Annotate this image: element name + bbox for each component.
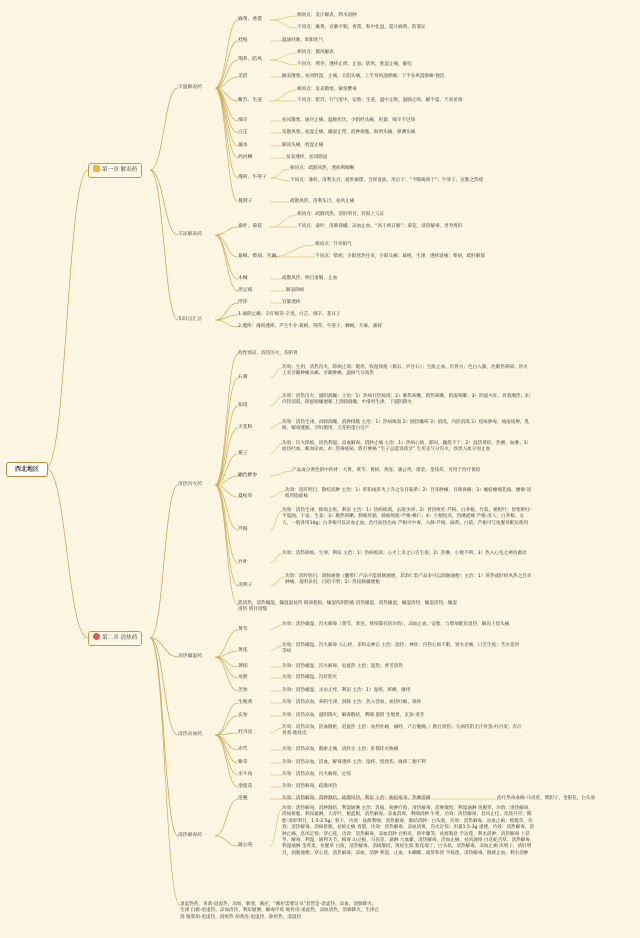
herb-sangye[interactable]: 桑叶、菊花	[238, 224, 262, 229]
section-xinwen[interactable]: 辛温解表药	[178, 85, 202, 90]
note-xiheliu: 发表透疹，祛风除湿	[286, 155, 328, 160]
connector-line	[270, 53, 297, 60]
chapter-2-label: 第二章 清热药	[102, 635, 138, 641]
herb-gaoben[interactable]: 藁本	[238, 143, 248, 148]
note-kushen: 功效：清热燥湿，杀虫止痒，利尿 主治：1）湿疹，疥癣，瘙痒	[282, 688, 411, 693]
herb-xixin[interactable]: 细辛	[238, 118, 248, 123]
note-tianhuafen: 功效：清热生津，清肺润燥，消肿排脓 主治：1）热病烦渴 2）肺热燥咳 3）消渴，内热消渴 2）疮疡肿毒，痈疽疮肿，乳痈，解毒透脓，孕妇慎用，天花粉蛋白引产	[282, 420, 530, 432]
note-mudanpi: 功效：清热凉血，活血散瘀，退虚热 主治：血热吐衄，痛经，产后腹痛，）跌打损伤；久病伤阴无汗骨蒸-牡丹皮；有汗骨蒸-地骨皮	[282, 725, 522, 737]
note-juemingzi: 功效：清肝明目，润肠通便（翻带仁产品不能润肠通便，其余仁类产品多可以润肠通便）主治：1）肝热或肝经风热之目赤肿痛、羞明多泪，目暗不明；2）热结肠燥便秘	[285, 574, 532, 586]
connector-line	[270, 397, 282, 406]
herb-huanglian[interactable]: 黄连	[238, 648, 248, 653]
note-shigao: 功效：生用，清热泻火，除烦止渴；煅用，收湿敛疮（捣石、炉甘石）；生肌止血，泻胃火；色白入肺，治肺热咳喘；胃火上炎牙龈肿痛头痛、牙龈肿痛，温病气分高热	[282, 365, 528, 377]
connector-line	[215, 41, 238, 88]
note-huanglian: 功效：清热燥湿，泻火解毒 入心经，来和安神志 主治：湿热；神昏；内热心烦不眠，胃火牙痛，口舌生疮；苦火犯胃等病	[282, 643, 520, 655]
herb-zhuye[interactable]: 竹叶	[238, 560, 248, 565]
herb-jingjie[interactable]: 荆芥、防风	[238, 57, 262, 62]
chapter-1-label: 第一章 解表药	[102, 167, 138, 173]
herb-bohe[interactable]: 薄荷、牛蒡子	[238, 175, 267, 180]
note-xuanshen: 功效：清热凉血，滋阴降火，解毒散结，利咽 滋阴 生地黄，玄参-麦冬	[282, 713, 425, 718]
herb-huangqin[interactable]: 黄芩	[238, 627, 248, 632]
note-lianqiao_r: 治疗热毒血痢-马齿苋、鸦胆子、金银花、白头翁	[497, 796, 596, 801]
note-chishao: 功效：清热凉血，散瘀止痛，清肝火 主治：肝郁化火胁痛	[282, 747, 399, 752]
connector-line	[270, 16, 297, 20]
connector-line	[215, 799, 238, 836]
section-xiehuo[interactable]: 清热泻火药	[178, 482, 202, 487]
note-zicao: 功效：清热凉血，活血，解毒透疹 主治：湿疹，烧烫伤，麻疹二便不利	[282, 760, 426, 765]
connector-line	[215, 485, 238, 586]
chapter-1-node[interactable]	[88, 163, 142, 178]
herb-dandouchi[interactable]: 淡豆豉	[238, 288, 253, 293]
connector-line	[270, 423, 282, 428]
note-xixin: 祛风散寒，通窍止痛，温肺化饮，少阴经头痛，用量：细辛不过钱	[282, 118, 416, 123]
herb-tianhuafen[interactable]: 天花粉	[238, 425, 253, 430]
connector-line	[150, 638, 178, 735]
herb-huangbai[interactable]: 黄柏	[238, 664, 248, 669]
note-muzei: 疏散风热，明目退翳，止血	[282, 276, 338, 281]
herb-luxin[interactable]: 芦根	[238, 527, 248, 532]
folder-icon	[93, 165, 100, 172]
note-gegen_b: 不同点：柴胡，少阳寒热往来，少阳头痛；葛根，生津，透疹退痛；柴胡，疏肝解郁	[315, 254, 485, 259]
heart-icon	[93, 633, 100, 640]
connector-line	[150, 638, 180, 905]
root-node[interactable]: 西北地区	[6, 462, 48, 477]
connector-line	[150, 638, 178, 836]
connector-line	[270, 511, 282, 530]
connector-line	[46, 468, 88, 638]
note-lianqiao: 功效：清热解毒，消肿散结，疏散风热，利尿 主治：痈疽疮毒，热淋涩痛	[282, 796, 431, 801]
note-summary_final: 退虚热药，青蒿-退虚热，凉血，解暑，截疟，“截疟需要证书”者皆是-退虚热。凉血，清肺降火；生津 白薇-退虚热，凉血清热，利尿通淋，解毒疗疮 地骨皮-退虚热，凉血清热，清肺降火，生津止渴 银柴胡-退虚热，清疳热 胡黄连-退虚热，除疳热，清湿热	[180, 902, 380, 920]
note-baizhi: 发散风寒，祛湿止痛，燥湿止带，消肿排脓，阳明头痛，鼻渊头痛	[282, 130, 416, 135]
note-pugongying: 功效：清热解毒，消肿散结，利湿通淋 主治：乳痈，痈肿疔疮，清热解毒，消肿散结，利湿通淋 鱼腥草，功效：清热解毒，消痈排脓，利尿通淋，大青叶，板蓝根，清热解毒，凉血消斑，利咽消肿 牛黄，功效：清热解毒，息风止痉，化痰开窍；熊胆-清肝明目，1.5-2.5g；射干，功效：祛痰利咽，清热解毒，散结消肿；白头翁，功效：清热解毒，凉血止痢；败酱草，功效：清热解毒，消痈排脓，祛瘀止痛 青黛，功效：清热解毒，凉血消斑，泻火定惊；用量1.5-3g 重楼，功效：清热解毒，消肿止痛，息风定惊；穿心莲，功效：清热解毒，凉血消肿 白鲜皮，鲁甲藤等，祛痰喘息 半边莲，利水消肿，清热解毒 土茯苓，解毒，利湿，通利关节，梅毒 山豆根，马齿苋，通淋 大血藤，清热解毒，活血止痛，祛风通络 白花蛇舌草，清热解毒，利湿通淋 金荞麦，鱼腥草 白蔹，清热解毒，消痈散结，敛疮生肌 紫花地丁，白头翁，清热解毒，凉血止痢 决明子，清肝明目，润肠通便；穿心莲，清热解毒，凉血，消肿 利湿，止血，木蝴蝶，疏肝和胃 半枝莲，清热解毒，散瘀止血，利水消肿	[282, 806, 535, 856]
note-guizhi: 温通经脉，助阳化气	[282, 38, 324, 43]
connector-line	[150, 170, 178, 320]
herb-longdan[interactable]: 龙胆	[238, 675, 248, 680]
chapter-2-node[interactable]	[88, 631, 142, 646]
connector-line	[270, 491, 285, 497]
note-gegen_a: 相同点：升举阳气	[315, 242, 352, 247]
connector-line	[215, 320, 238, 327]
connector-line	[150, 170, 178, 235]
herb-jinyinhua[interactable]: 金银花	[238, 784, 253, 789]
connector-line	[270, 169, 290, 178]
connector-line	[215, 88, 238, 178]
herb-gegen[interactable]: 葛根、柴胡、升麻	[238, 254, 277, 259]
connector-line	[215, 836, 238, 846]
connector-line	[215, 354, 238, 485]
connector-line	[215, 735, 238, 775]
note-mahuang_b: 不同点：麻黄，宣肺平喘，香薷，和中化湿，夏月麻黄，防暑证	[297, 25, 426, 30]
connector-line	[215, 735, 238, 763]
herb-juemingzi[interactable]: 决明子	[238, 583, 253, 588]
note-intro5: 能清热，清热燥湿，燥湿湿易伤 阴津耗损，燥湿伤阴阴液 清热燥湿，清热燥湿，燥湿清热，燥湿清热，燥湿清热 明目退翳	[238, 601, 457, 613]
note-zhizi: 功效：泻火除烦，清热利湿，凉血解毒，消肿止痛 主治：1）热病心烦，郁闷，躁扰不宁；2）湿热黄疸，热淋，血淋；3）血热吐血，衄血尿血；4）热毒疮疡，跌打肿痛 “生子总能退痰牙” 生用走气分泻火，炒黑入血分而止血	[282, 441, 532, 453]
note-huangbai: 功效：清热燥湿，泻火解毒，退虚热 主治：湿热；香苦清热	[282, 664, 403, 669]
note-zhimu: 功效：清热泻火，滋阴润燥；主治：1）热病壮热烦渴；2）肺热咳嗽，阴热咳嗽，阴虚咳嗽；3）阴虚火旺，骨蒸潮热；4）内热消渴，阴虚肠燥便秘 上清肺润燥，中滑胃生津，下滋阴降火	[282, 394, 531, 406]
note-lulu: 产品成分黄色的中药材：大黄、黄芩、黄柏、黄连、蒲公英、郁金、金钱草，可用于治疗黄疸	[292, 468, 481, 473]
herb-pugongying[interactable]: 蒲公英	[238, 843, 253, 848]
herb-shigao[interactable]: 石膏	[238, 375, 248, 380]
connector-line	[215, 485, 238, 605]
connector-line	[270, 178, 290, 181]
connector-line	[270, 728, 282, 733]
connector-line	[215, 630, 238, 657]
herb-shuiniujiao[interactable]: 水牛角	[238, 772, 253, 777]
connector-line	[215, 235, 238, 291]
note-huangqin: 功效：清热燥湿，泻火解毒（黄芩、黄连、黄柏都有的功效），凉血止血，安胎，与柴胡配伍退热，解决上焦头痛	[282, 622, 510, 627]
section-jiedu[interactable]: 清热解毒药	[178, 833, 202, 838]
note-zisu_a: 相同点：发表散寒，解鱼蟹毒	[297, 87, 357, 92]
herb-chishao[interactable]: 赤芍	[238, 747, 248, 752]
connector-line	[215, 703, 238, 735]
note-longdan: 功效：清热燥湿，泻肝胆火	[282, 675, 338, 680]
herb-lulu[interactable]: 鼬色醉参	[238, 473, 258, 478]
connector-line	[150, 485, 178, 638]
herb-baizhi[interactable]: 白芷	[238, 130, 248, 135]
herb-zisu[interactable]: 紫苏、生姜	[238, 98, 262, 103]
section-xinliang[interactable]: 辛凉解表药	[178, 232, 202, 237]
herb-qianghuo[interactable]: 羌活	[238, 74, 248, 79]
herb-mijiancao[interactable]: 夏枯草	[238, 494, 253, 499]
note-zhuye: 功效：清热除烦，生津，利尿 主治：1）热病烦渴；心火上炎之口舌生疮；2）热淋，小便不利；3）热入心包之神昏谵语	[282, 551, 527, 556]
section-liangxue[interactable]: 清热凉血药	[178, 732, 202, 737]
connector-line	[215, 235, 238, 279]
note-bohe_b: 不同点：薄荷，清利头目，疏肝解郁，含挥发油，用后下；“不嗜喝商于”；牛蒡子，宣肺之热痰	[290, 178, 484, 183]
connector-line	[270, 554, 282, 563]
connector-line	[270, 368, 282, 378]
connector-line	[270, 245, 315, 257]
herb-kushen[interactable]: 苦参	[238, 688, 248, 693]
note-jingjie_a: 相同点：微风解表	[297, 50, 334, 55]
connector-line	[270, 646, 282, 651]
connector-line	[270, 809, 282, 846]
note-summary_2: 2.透疹：薄荷透疹，芦生牛介-葛根、荆芥、牛蒡子、蝉蜕、升麻、薄荷	[238, 324, 382, 329]
note-dandouchi: 解表除烦	[286, 288, 305, 293]
connector-line	[270, 577, 285, 586]
herb-xiheliu[interactable]: 西河柳	[238, 155, 253, 160]
note-shuiniujiao: 功效：清热凉血，泻火解毒，定惊	[282, 772, 351, 777]
section-zaoshi[interactable]: 清热燥湿药	[178, 654, 202, 659]
note-sangye_a: 相同点：疏散风热，清肝明目，肝阳上亢证	[297, 212, 385, 217]
connector-line	[270, 215, 297, 227]
herb-xuanshen[interactable]: 玄参	[238, 713, 248, 718]
note-sangye_b: 不同点：桑叶，清肺润燥，凉血止血，“风干两日肺”；菊花，清热解毒，善寿胜肝	[297, 224, 463, 229]
herb-mahuang[interactable]: 麻黄、香薷	[238, 17, 262, 22]
herb-muzei[interactable]: 木贼	[238, 276, 248, 281]
note-jingjie_b: 不同点：荆芥，透疹止痒，止血；防风，胜湿止痛，解痉	[297, 62, 412, 67]
herb-zhizi[interactable]: 栀子	[238, 451, 248, 456]
connector-line	[215, 227, 238, 235]
note-jinyinhua: 功效：清热解毒，疏散风热	[282, 784, 338, 789]
section-summary[interactable]: 知识点汇总	[178, 317, 202, 322]
connector-line	[270, 625, 282, 630]
note-zisu_b: 不同点：紫苏，行气宽中，安胎；生姜，温中止呕，温肺止咳，解半夏、天南星毒	[297, 98, 463, 103]
note-luxin: 功效：清热生津，除烦止呕，利尿 主治：1）热病烦渴，去痰少津；2）胃热呕吐-芦根、白茅根、竹茹、枇杷叶；胃寒呕吐-半夏曲、干姜、生姜；3）肺热咳嗽、肺痈吐脓，肺痈咳脓-芦根-桃仁；4）小便短赤，热淋涩痛 芦根-清人；白茅根，女人，一般各用10g；白茅根可以凉血止血，治疗血热出血 芦根可中毒，入肺-芦根、麻黄、白前；芦根可与鱼腥草配伍使用	[282, 508, 532, 526]
note-gaoben: 解顶头痛，胜湿止痛	[282, 143, 324, 148]
note-mijiancao: 功效：清肝明目，散结消肿 主治：1）肝阳或肝火上升之头目眩晕；2）目赤肿痛，目珠夜痛；3）瘰疬瘿瘤乳痈，瘿瘤-清痰凹陷痰核	[285, 488, 532, 500]
herb-zhimu[interactable]: 知母	[238, 403, 248, 408]
note-summary_1: 1.通阴止痛：辛仔细芽-辛夷、白芷、细辛、苍耳子	[238, 312, 341, 317]
connector-line	[215, 88, 238, 146]
note-qianghuo: 解表散寒，祛风胜湿，止痛，太阳头痛，上半身风湿痹痛；下半身风湿痹痛-独活	[282, 74, 445, 79]
connector-line	[270, 20, 297, 28]
herb-manjingzi[interactable]: 蔓荆子	[238, 199, 253, 204]
connector-line	[270, 444, 282, 454]
herb-lianqiao[interactable]: 连翘	[238, 796, 248, 801]
herb-guizhi[interactable]: 桂枝	[238, 38, 248, 43]
herb-shengdi[interactable]: 生地黄	[238, 700, 253, 705]
connector-line	[270, 60, 297, 65]
connector-line	[46, 170, 88, 468]
connector-line	[215, 235, 238, 257]
herb-zicao[interactable]: 紫草	[238, 760, 248, 765]
note-mahuang_a: 相同点：发汗解表，利水消肿	[297, 13, 357, 18]
connector-line	[270, 471, 292, 476]
note-bohe_a: 相同点：疏散风热，透疹利咽喉	[290, 166, 355, 171]
connector-line	[270, 90, 297, 101]
note-fuping: 宣肺透疹	[282, 300, 301, 305]
herb-fuping[interactable]: 浮萍	[238, 300, 248, 305]
note-shengdi: 功效：清热凉血，养阴生津，润肠 主治：热入营血，血热吐衄，斑疹	[282, 700, 422, 705]
note-intro4: 药性寒凉，清热泻火，伤阴胃	[238, 351, 298, 356]
note-manjingzi: 疏散风热，清利头目，祛风止痛	[290, 199, 355, 204]
herb-mudanpi[interactable]: 牡丹皮	[238, 730, 253, 735]
connector-line	[150, 88, 178, 170]
